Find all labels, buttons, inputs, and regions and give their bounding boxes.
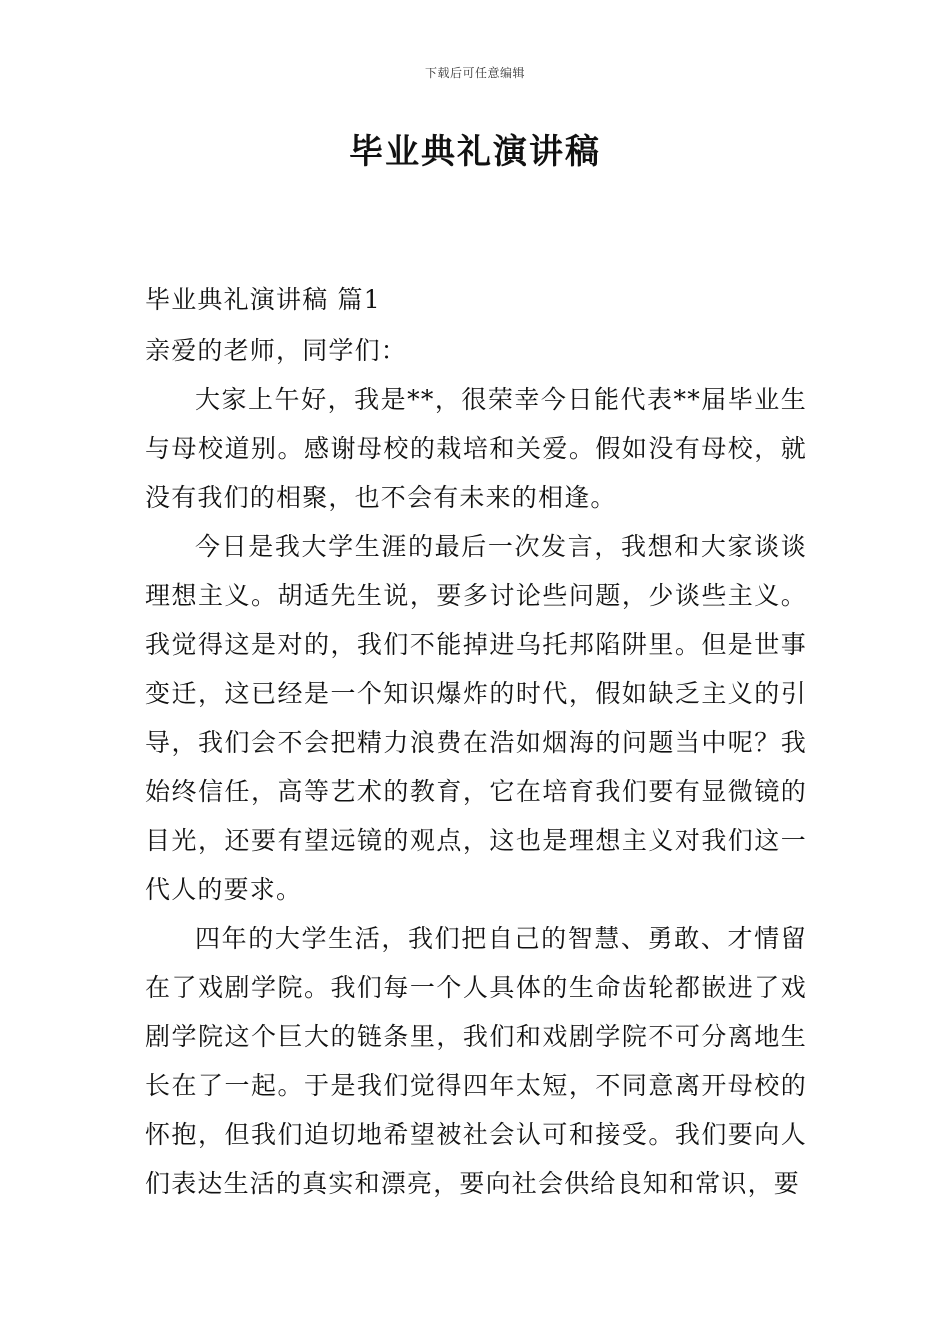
document-title: 毕业典礼演讲稿 bbox=[349, 132, 601, 172]
header-note: 下载后可任意编辑 bbox=[424, 66, 525, 80]
paragraph-1: 大家上午好，我是**，很荣幸今日能代表**届毕业生与母校道别。感谢母校的栽培和关爱。假如没有母校，就没有我们的相聚，也不会有未来的相逢。 bbox=[145, 385, 807, 512]
document-body bbox=[145, 280, 807, 1208]
section-heading: 毕业典礼演讲稿 篇1 bbox=[145, 285, 381, 314]
paragraph-2: 今日是我大学生涯的最后一次发言，我想和大家谈谈理想主义。胡适先生说，要多讨论些问题，少谈些主义。我觉得这是对的，我们不能掉进乌托邦陷阱里。但是世事变迁，这已经是一个知识爆炸的时代，假如缺乏主义的引导，我们会不会把精力浪费在浩如烟海的问题当中呢？我始终信任，高等艺术的教育，它在培育我们要有显微镜的目光，还要有望远镜的观点，这也是理想主义对我们这一代人的要求。 bbox=[145, 532, 807, 904]
salutation: 亲爱的老师，同学们： bbox=[145, 336, 408, 365]
paragraph-3: 四年的大学生活，我们把自己的智慧、勇敢、才情留在了戏剧学院。我们每一个人具体的生命齿轮都嵌进了戏剧学院这个巨大的链条里，我们和戏剧学院不可分离地生长在了一起。于是我们觉得四年太短，不同意离开母校的怀抱，但我们迫切地希望被社会认可和接受。我们要向人们表达生活的真实和漂亮，要向社会供给良知和常识，要 bbox=[145, 924, 807, 1198]
